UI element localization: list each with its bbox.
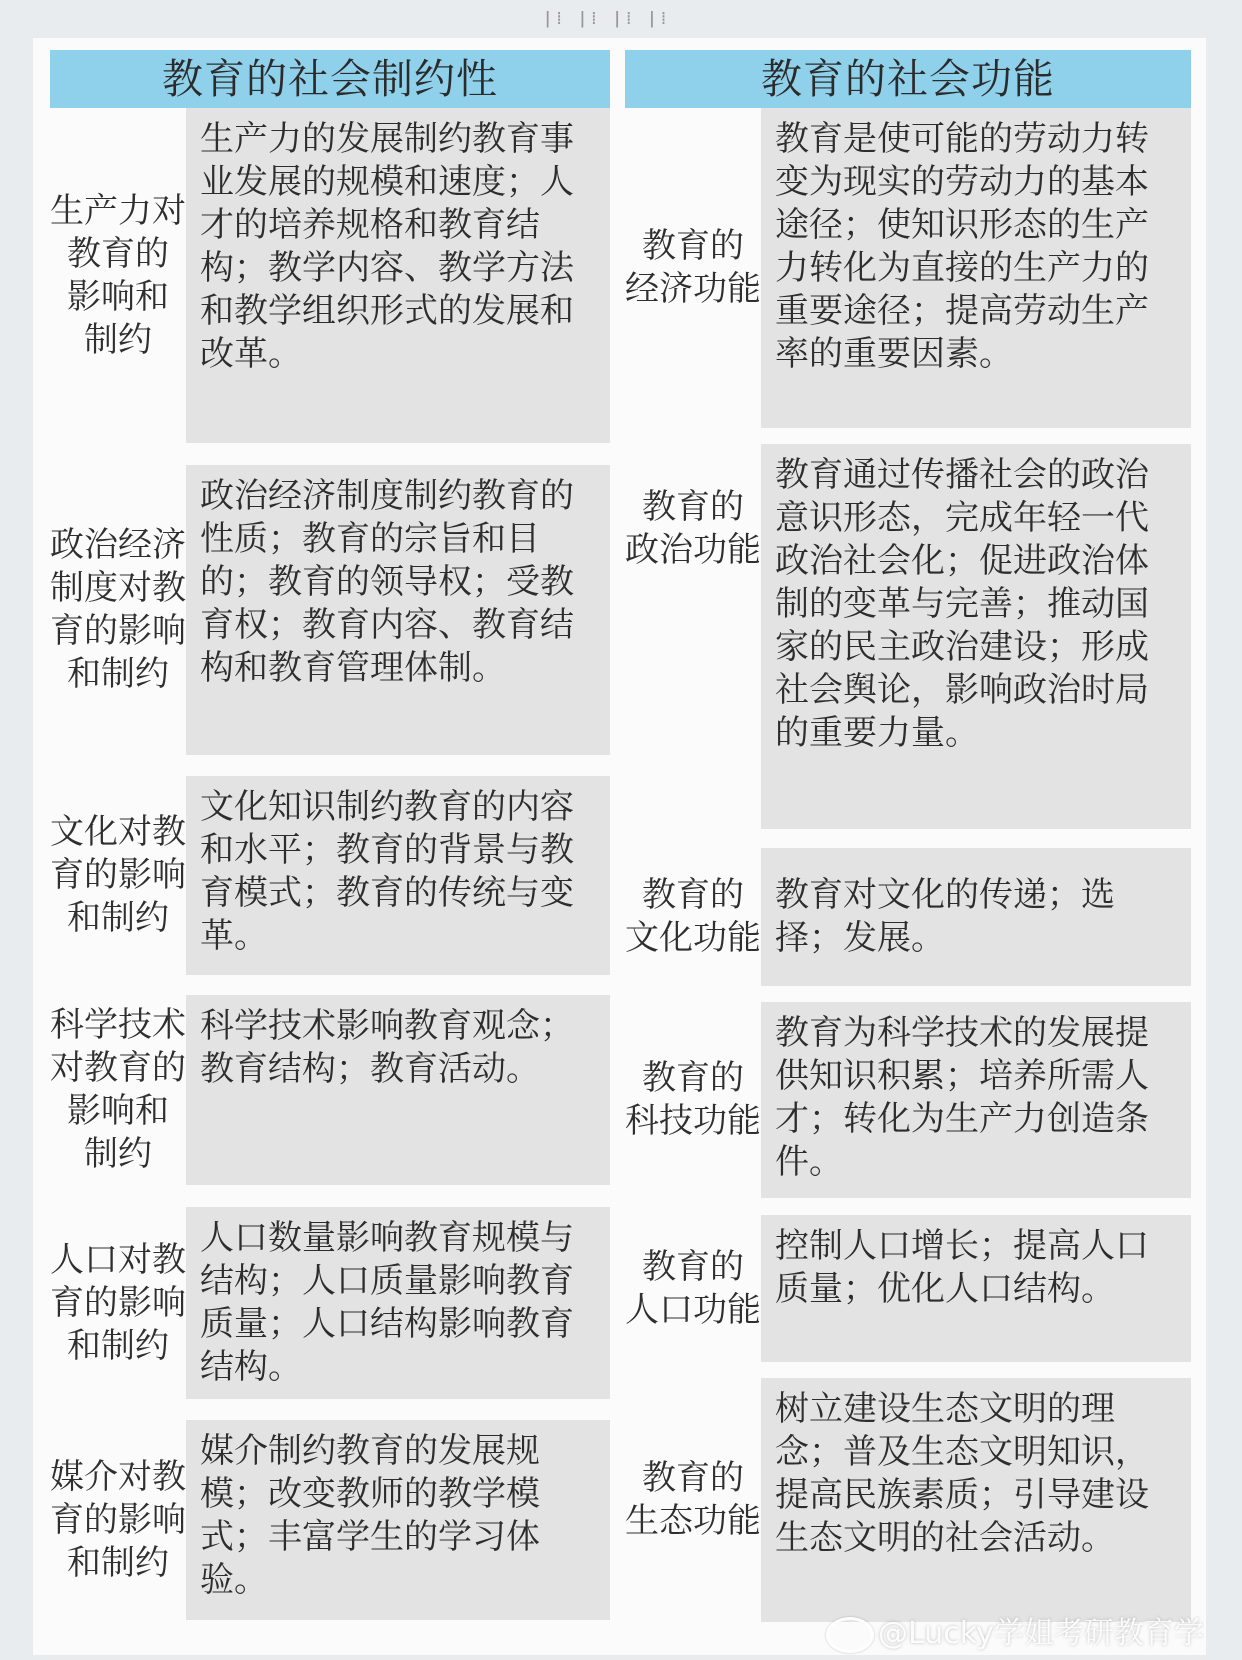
left-row-content: 媒介制约教育的发展规模；改变教师的教学模式；丰富学生的学习体验。 bbox=[186, 1420, 610, 1620]
right-row-content: 控制人口增长；提高人口质量；优化人口结构。 bbox=[761, 1215, 1191, 1362]
right-row-political bbox=[625, 444, 1191, 829]
right-row-ecological bbox=[625, 1378, 1191, 1622]
social-constraint-column bbox=[50, 50, 610, 108]
right-row-label: 教育的 政治功能 bbox=[625, 487, 761, 570]
left-row-politics bbox=[50, 465, 610, 755]
right-row-label: 教育的 文化功能 bbox=[625, 875, 761, 958]
left-row-culture bbox=[50, 776, 610, 975]
left-row-content: 文化知识制约教育的内容和水平；教育的背景与教育模式；教育的传统与变革。 bbox=[186, 776, 610, 975]
left-row-population bbox=[50, 1207, 610, 1399]
social-function-column bbox=[625, 50, 1191, 108]
right-row-content: 教育是使可能的劳动力转变为现实的劳动力的基本途径；使知识形态的生产力转化为直接的生产力的重要途径；提高劳动生产率的重要因素。 bbox=[761, 108, 1191, 428]
left-column-title: 教育的社会制约性 bbox=[50, 50, 610, 108]
left-row-label: 人口对教 育的影响 和制约 bbox=[50, 1239, 186, 1366]
right-row-content: 教育为科学技术的发展提供知识积累；培养所需人才；转化为生产力创造条件。 bbox=[761, 1002, 1191, 1198]
left-row-label: 政治经济 制度对教 育的影响 和制约 bbox=[50, 525, 186, 694]
left-row-technology bbox=[50, 995, 610, 1185]
left-row-content: 生产力的发展制约教育事业发展的规模和速度；人才的培养规格和教育结构；教学内容、教学方法和教学组织形式的发展和改革。 bbox=[186, 108, 610, 443]
right-row-label: 教育的 生态功能 bbox=[625, 1458, 761, 1541]
right-row-label: 教育的 科技功能 bbox=[625, 1058, 761, 1141]
left-row-label: 媒介对教 育的影响 和制约 bbox=[50, 1456, 186, 1583]
left-row-label: 生产力对 教育的 影响和 制约 bbox=[50, 190, 186, 360]
left-row-content: 人口数量影响教育规模与结构；人口质量影响教育质量；人口结构影响教育结构。 bbox=[186, 1207, 610, 1399]
left-row-content: 政治经济制度制约教育的性质；教育的宗旨和目的；教育的领导权；受教育权；教育内容、教育结构和教育管理体制。 bbox=[186, 465, 610, 755]
left-row-label: 科学技术 对教育的 影响和 制约 bbox=[50, 1005, 186, 1174]
right-row-content: 教育对文化的传递；选择；发展。 bbox=[761, 848, 1191, 986]
top-mark: ǀ⁞ ǀ⁞ ǀ⁞ ǀ⁞ bbox=[545, 8, 673, 29]
left-row-content: 科学技术影响教育观念；教育结构；教育活动。 bbox=[186, 995, 610, 1185]
watermark-text: @Lucky学姐考研教育学 bbox=[878, 1616, 1204, 1651]
weibo-logo-icon bbox=[826, 1617, 874, 1653]
left-row-productivity bbox=[50, 108, 610, 443]
right-row-label: 教育的 人口功能 bbox=[625, 1246, 761, 1330]
right-row-content: 教育通过传播社会的政治意识形态，完成年轻一代政治社会化；促进政治体制的变革与完善；推动国家的民主政治建设；形成社会舆论，影响政治时局的重要力量。 bbox=[761, 444, 1191, 829]
watermark bbox=[826, 1608, 1204, 1653]
right-row-label: 教育的 经济功能 bbox=[625, 226, 761, 309]
left-row-media bbox=[50, 1420, 610, 1620]
right-row-technology bbox=[625, 1002, 1191, 1198]
right-row-population bbox=[625, 1215, 1191, 1362]
right-column-title: 教育的社会功能 bbox=[625, 50, 1191, 108]
right-row-content: 树立建设生态文明的理念；普及生态文明知识，提高民族素质；引导建设生态文明的社会活动。 bbox=[761, 1378, 1191, 1622]
right-row-cultural bbox=[625, 848, 1191, 986]
left-row-label: 文化对教 育的影响 和制约 bbox=[50, 812, 186, 938]
right-row-economic bbox=[625, 108, 1191, 428]
